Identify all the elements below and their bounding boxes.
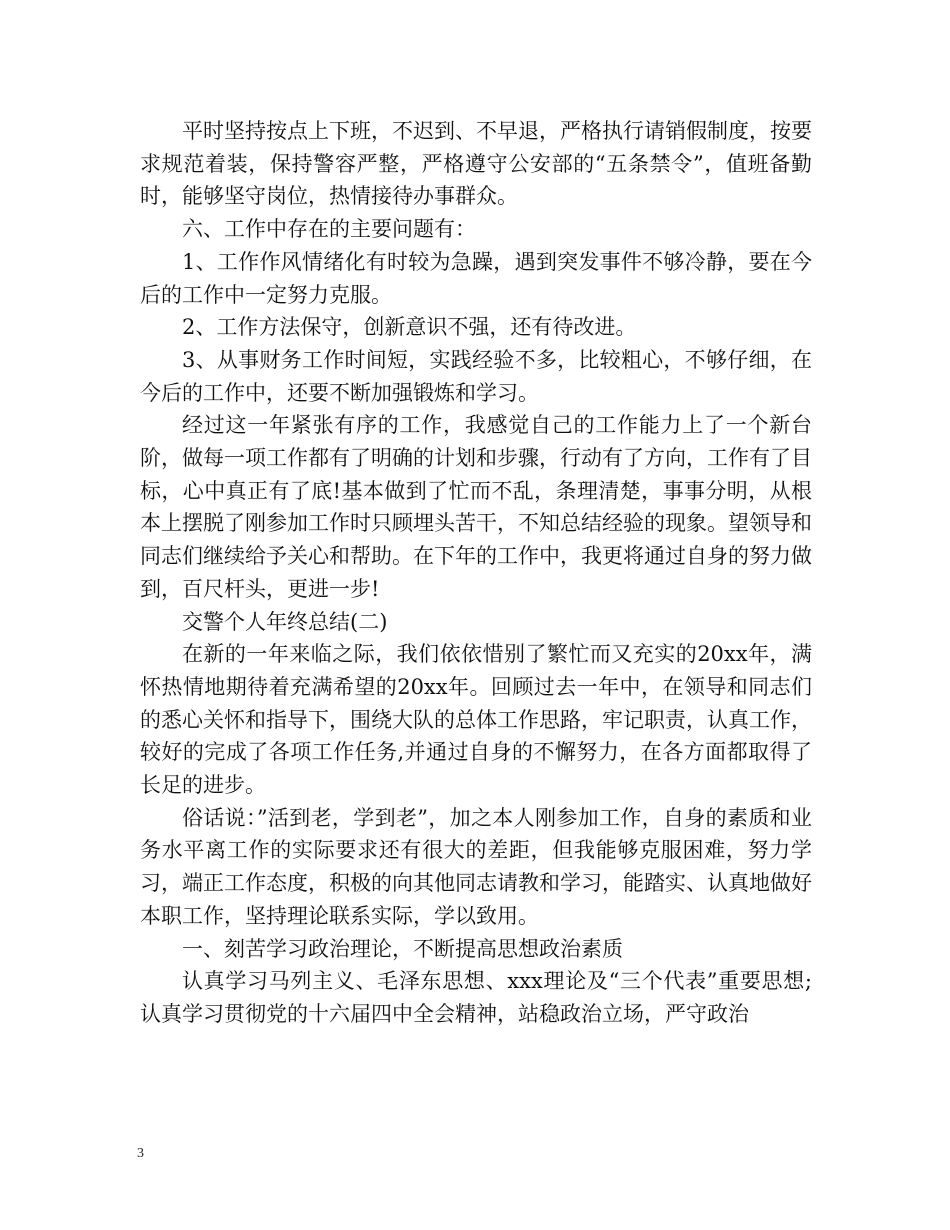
paragraph: 认真学习马列主义、毛泽东思想、xxx理论及“三个代表”重要思想;认真学习贯彻党的十六届四中全会精神，站稳政治立场，严守政治 bbox=[140, 969, 812, 1026]
list-item: 3、从事财务工作时间短，实践经验不多，比较粗心，不够仔细，在今后的工作中，还要不断加强锻炼和学习。 bbox=[140, 347, 812, 405]
paragraph: 平时坚持按点上下班，不迟到、不早退，严格执行请销假制度，按要求规范着装，保持警容严整，严格遵守公安部的“五条禁令”，值班备勤时，能够坚守岗位，热情接待办事群众。 bbox=[140, 119, 812, 209]
list-item: 2、工作方法保守，创新意识不强，还有待改进。 bbox=[182, 315, 637, 340]
section-heading: 一、刻苦学习政治理论，不断提高思想政治素质 bbox=[182, 936, 623, 961]
paragraph: 在新的一年来临之际，我们依依惜别了繁忙而又充实的20xx年，满怀热情地期待着充满希望的20xx年。回顾过去一年中，在领导和同志们的悉心关怀和指导下，围绕大队的总体工作思路，牢记职责，认真工作，较好的完成了各项工作任务,并通过自身的不懈努力，在各方面都取得了长足的进步。 bbox=[140, 642, 812, 798]
section-heading: 六、工作中存在的主要问题有： bbox=[182, 217, 476, 242]
document-body bbox=[140, 115, 812, 1031]
section-title: 交警个人年终总结(二) bbox=[182, 609, 388, 634]
list-item: 1、工作作风情绪化有时较为急躁，遇到突发事件不够冷静，要在今后的工作中一定努力克服。 bbox=[140, 249, 812, 307]
page-number: 3 bbox=[137, 1146, 144, 1161]
paragraph: 经过这一年紧张有序的工作，我感觉自己的工作能力上了一个新台阶，做每一项工作都有了明确的计划和步骤，行动有了方向，工作有了目标，心中真正有了底!基本做到了忙而不乱，条理清楚，事事分明，从根本上摆脱了刚参加工作时只顾埋头苦干，不知总结经验的现象。望领导和同志们继续给予关心和帮助。在下年的工作中，我更将通过自身的努力做到，百尺杆头，更进一步! bbox=[140, 413, 812, 601]
paragraph: 俗话说：”活到老，学到老”，加之本人刚参加工作，自身的素质和业务水平离工作的实际要求还有很大的差距，但我能够克服困难，努力学习，端正工作态度，积极的向其他同志请教和学习，能踏实、认真地做好本职工作，坚持理论联系实际，学以致用。 bbox=[140, 805, 812, 928]
